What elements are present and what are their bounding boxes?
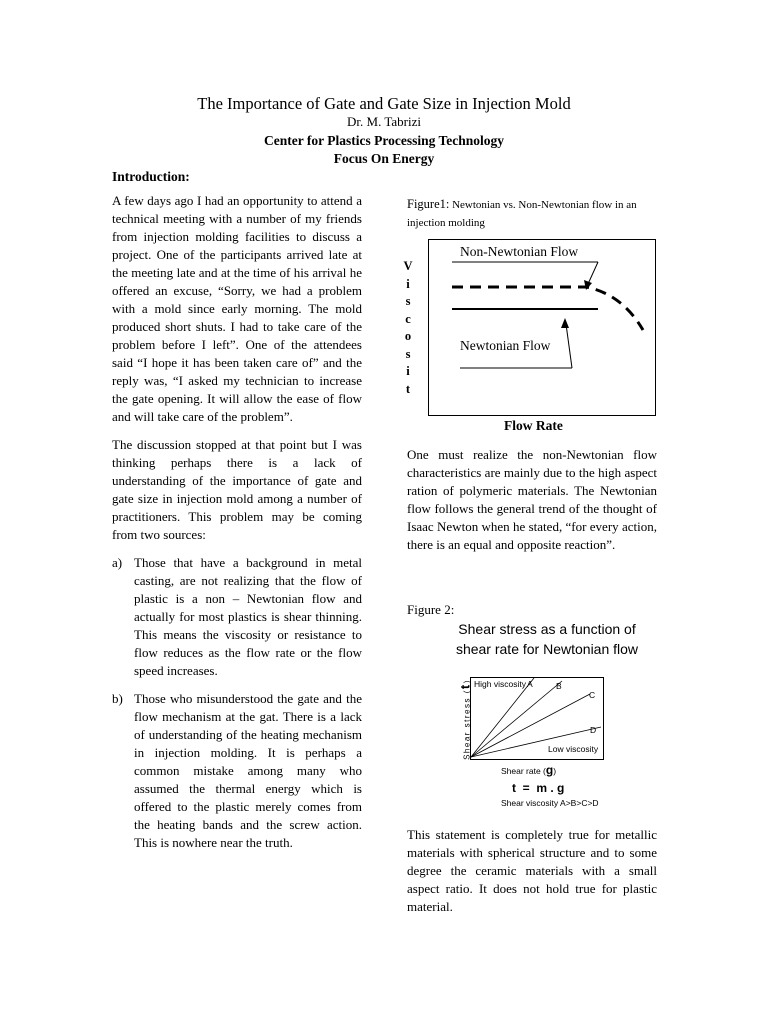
high-viscosity-label: High viscosity: [474, 679, 526, 689]
ylabel-text: Shear stress (: [462, 689, 472, 760]
ylabel-letter: s: [405, 346, 411, 361]
ylabel-letter: s: [405, 294, 411, 308]
ylabel-close: ): [462, 679, 472, 684]
line-label-d: D: [590, 725, 597, 735]
line-label-a: A: [527, 679, 533, 689]
ylabel-letter: o: [404, 329, 412, 343]
figure1-caption-label: Figure1:: [407, 197, 450, 211]
figure2-xlabel: [501, 763, 556, 777]
ylabel-letter: V: [403, 259, 413, 273]
newtonian-label: Newtonian Flow: [460, 338, 551, 353]
non-newtonian-label: Non-Newtonian Flow: [460, 244, 579, 259]
figure2-title-line2: shear rate for Newtonian flow: [455, 641, 639, 657]
section-heading-introduction: Introduction:: [112, 169, 190, 184]
figure2-equation: t = m . g: [512, 781, 565, 795]
affiliation-subtitle: Focus On Energy: [333, 151, 435, 166]
figure2-ylabel: [458, 655, 473, 785]
ylabel-letter: i: [406, 364, 410, 378]
ylabel-symbol: t: [457, 683, 473, 690]
paragraph-2: The discussion stopped at that point but I was thinking perhaps there is a lack of understanding of the importance of gate and gate size in injection mold among a number of practitioners. This problem may be coming from two sources:: [112, 437, 362, 542]
list-marker-a: a): [112, 555, 123, 570]
ylabel-letter: c: [405, 311, 411, 326]
line-label-b: B: [556, 681, 562, 691]
right-column-paragraph-2: [407, 826, 657, 926]
xlabel-close: ): [553, 766, 557, 776]
paper-title: The Importance of Gate and Gate Size in Injection Mold: [197, 94, 571, 113]
line-a: [471, 678, 534, 757]
line-label-c: C: [589, 690, 596, 700]
figure2-caption: Figure 2:: [407, 602, 455, 617]
paragraph-3: One must realize the non-Newtonian flow characteristics are mainly due to the high aspect ration of polymeric materials. The Newtonian flow follows the general trend of the thought of Isaac Newton when he stated, “for every action, there is an equal and opposite reaction”.: [407, 447, 657, 552]
figure2-viscosity-note: Shear viscosity A>B>C>D: [501, 798, 599, 808]
figure1-xlabel: Flow Rate: [504, 418, 563, 433]
xlabel-text: Shear rate (: [501, 766, 546, 776]
list-marker-b: b): [112, 691, 123, 706]
affiliation: Center for Plastics Processing Technology: [264, 133, 504, 148]
xlabel-symbol: g: [545, 763, 554, 777]
paragraph-4: This statement is completely true for metallic materials with spherical structure and to some degree the ceramic materials with a small aspect ratio. It does not hold true for plastic material.: [407, 827, 657, 914]
list-text-b: Those who misunderstood the gate and the flow mechanism at the gat. There is a lack of understanding of the heating mechanism in injection molding. It is perhaps a common mistake among many who assumed the thermal energy which is offered to the plastic merely comes from the heating bands and the screw action. This is nowhere near the truth.: [134, 691, 362, 850]
figure1-caption-text: Newtonian vs. Non-Newtonian flow in an injection molding: [407, 199, 637, 229]
figure2-title-line1: Shear stress as a function of: [458, 621, 636, 637]
ylabel-letter: i: [406, 276, 410, 291]
low-viscosity-label: Low viscosity: [548, 744, 599, 754]
list-text-a: Those that have a background in metal casting, are not realizing that the flow of plastic is a non – Newtonian flow and actually for most plastics is shear thinning. This means the viscosity or resistance to flow reduces as the flow rate or the flow speed increases.: [134, 555, 362, 678]
paragraph-1: A few days ago I had an opportunity to attend a technical meeting with a number of my friends from injection molding facilities to discuss a project. One of the participants arrived late at the meeting late and at the time of his arrival he offered an excuse, “Sorry, we had a problem with a mold since early morning. The mold produced short shuts. I had to take care of the problem before I left”. One of the attendees said “I hope it has been taken care of” and the reply was, “I asked my technician to increase the gate opening. It will allow the ease of flow and will take care of the problem”.: [112, 193, 362, 424]
ylabel-letter: t: [405, 381, 411, 396]
author: Dr. M. Tabrizi: [347, 114, 421, 129]
